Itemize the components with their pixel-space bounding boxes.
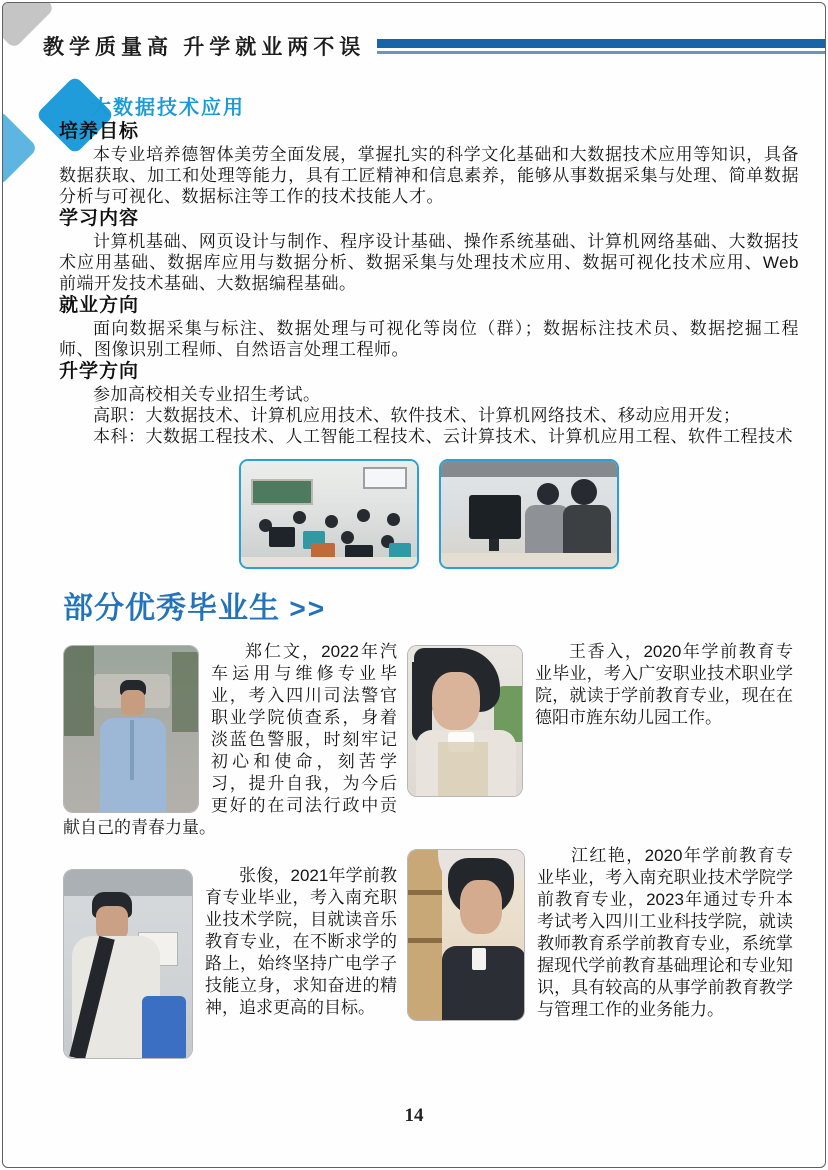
graduate-text: 江红艳，2020年学前教育专业毕业，考入南充职业技术学院学前教育专业，2023年通过专升本考试考入四川工业科技学院，就读教师教育系学前教育专业，系统掌握现代学前教育基础理论和专业知识，具有较高的从事学前教育教学与管理工作的业务能力。 bbox=[537, 846, 793, 1019]
graduate-text: 王香入，2020年学前教育专业毕业，考入广安职业技术职业学院，就读于学前教育专业，现在在德阳市旌东幼儿园工作。 bbox=[535, 642, 793, 727]
graduate-profile-zhengrenwen bbox=[63, 641, 397, 839]
graduate-text: 郑仁文，2022年汽车运用与维修专业毕业，考入四川司法警官职业学院侦查系，身着淡蓝色警服，时刻牢记初心和使命，刻苦学习，提升自我，为今后更好的在司法行政中贡献自己的青春力量。 bbox=[63, 642, 397, 837]
students-at-computer-photo bbox=[439, 459, 619, 569]
header-double-rule bbox=[377, 39, 825, 54]
graduate-photo-zhengrenwen bbox=[63, 645, 199, 813]
section-heading-employment: 就业方向 bbox=[59, 295, 140, 316]
chalkboard-shape bbox=[251, 479, 313, 505]
graduates-heading: 部分优秀毕业生 >> bbox=[63, 592, 327, 625]
double-chevron-icon: >> bbox=[289, 593, 327, 624]
section-paragraph-benke: 本科：大数据工程技术、人工智能工程技术、云计算技术、计算机应用工程、软件工程技术 bbox=[93, 427, 793, 446]
graduates-profiles bbox=[63, 641, 793, 1063]
section-heading-training-goal: 培养目标 bbox=[59, 121, 140, 142]
graduate-text: 张俊，2021年学前教育专业毕业，考入南充职业技术学院，目就读音乐教育专业，在不断求学的路上，始终坚持广电学子技能立身，求知奋进的精神，追求更高的目标。 bbox=[205, 866, 397, 1017]
header-rule-thick bbox=[377, 39, 825, 48]
graduate-photo-wangxiangru bbox=[407, 645, 523, 797]
graduate-profile-jianghongyan bbox=[407, 845, 793, 1063]
brochure-page bbox=[2, 2, 826, 1168]
monitor-shape bbox=[469, 495, 521, 539]
major-title: 大数据技术应用 bbox=[91, 97, 245, 119]
header-slogan: 教学质量高 升学就业两不误 bbox=[43, 35, 366, 59]
computer-lab-class-photo bbox=[239, 459, 419, 569]
major-content bbox=[59, 120, 799, 569]
window-shape bbox=[363, 467, 407, 489]
section-heading-further-study: 升学方向 bbox=[59, 361, 140, 382]
section-paragraph: 面向数据采集与标注、数据处理与可视化等岗位（群）；数据标注技术员、数据挖掘工程师、图像识别工程师、自然语言处理工程师。 bbox=[59, 319, 799, 359]
left-edge-diamond-decoration bbox=[2, 110, 38, 186]
page-number: 14 bbox=[404, 1105, 424, 1126]
header-rule-thin bbox=[377, 51, 825, 54]
classroom-photo-row bbox=[59, 459, 799, 569]
section-paragraph: 本专业培养德智体美劳全面发展，掌握扎实的科学文化基础和大数据技术应用等知识，具备数据获取、加工和处理等能力，具有工匠精神和信息素养，能够从事数据采集与处理、简单数据分析与可视化、数据标注等工作的技术技能人才。 bbox=[59, 145, 799, 206]
graduate-photo-zhangjun bbox=[63, 869, 193, 1059]
graduate-profile-zhangjun bbox=[63, 865, 397, 1063]
server-rack-shape bbox=[441, 461, 617, 477]
section-heading-study-content: 学习内容 bbox=[59, 208, 140, 229]
page-header bbox=[43, 31, 825, 61]
section-paragraph: 计算机基础、网页设计与制作、程序设计基础、操作系统基础、计算机网络基础、大数据技术应用基础、数据库应用与数据分析、数据采集与处理技术应用、数据可视化技术应用、Web 前端开发技术基础、大数据编程基础。 bbox=[59, 232, 799, 293]
graduate-profile-wangxiangru bbox=[407, 641, 793, 839]
graduate-photo-jianghongyan bbox=[407, 849, 525, 1021]
section-paragraph-gaozhi: 高职：大数据技术、计算机应用技术、软件技术、计算机网络技术、移动应用开发； bbox=[93, 406, 741, 425]
section-paragraph: 参加高校相关专业招生考试。 bbox=[93, 385, 321, 404]
